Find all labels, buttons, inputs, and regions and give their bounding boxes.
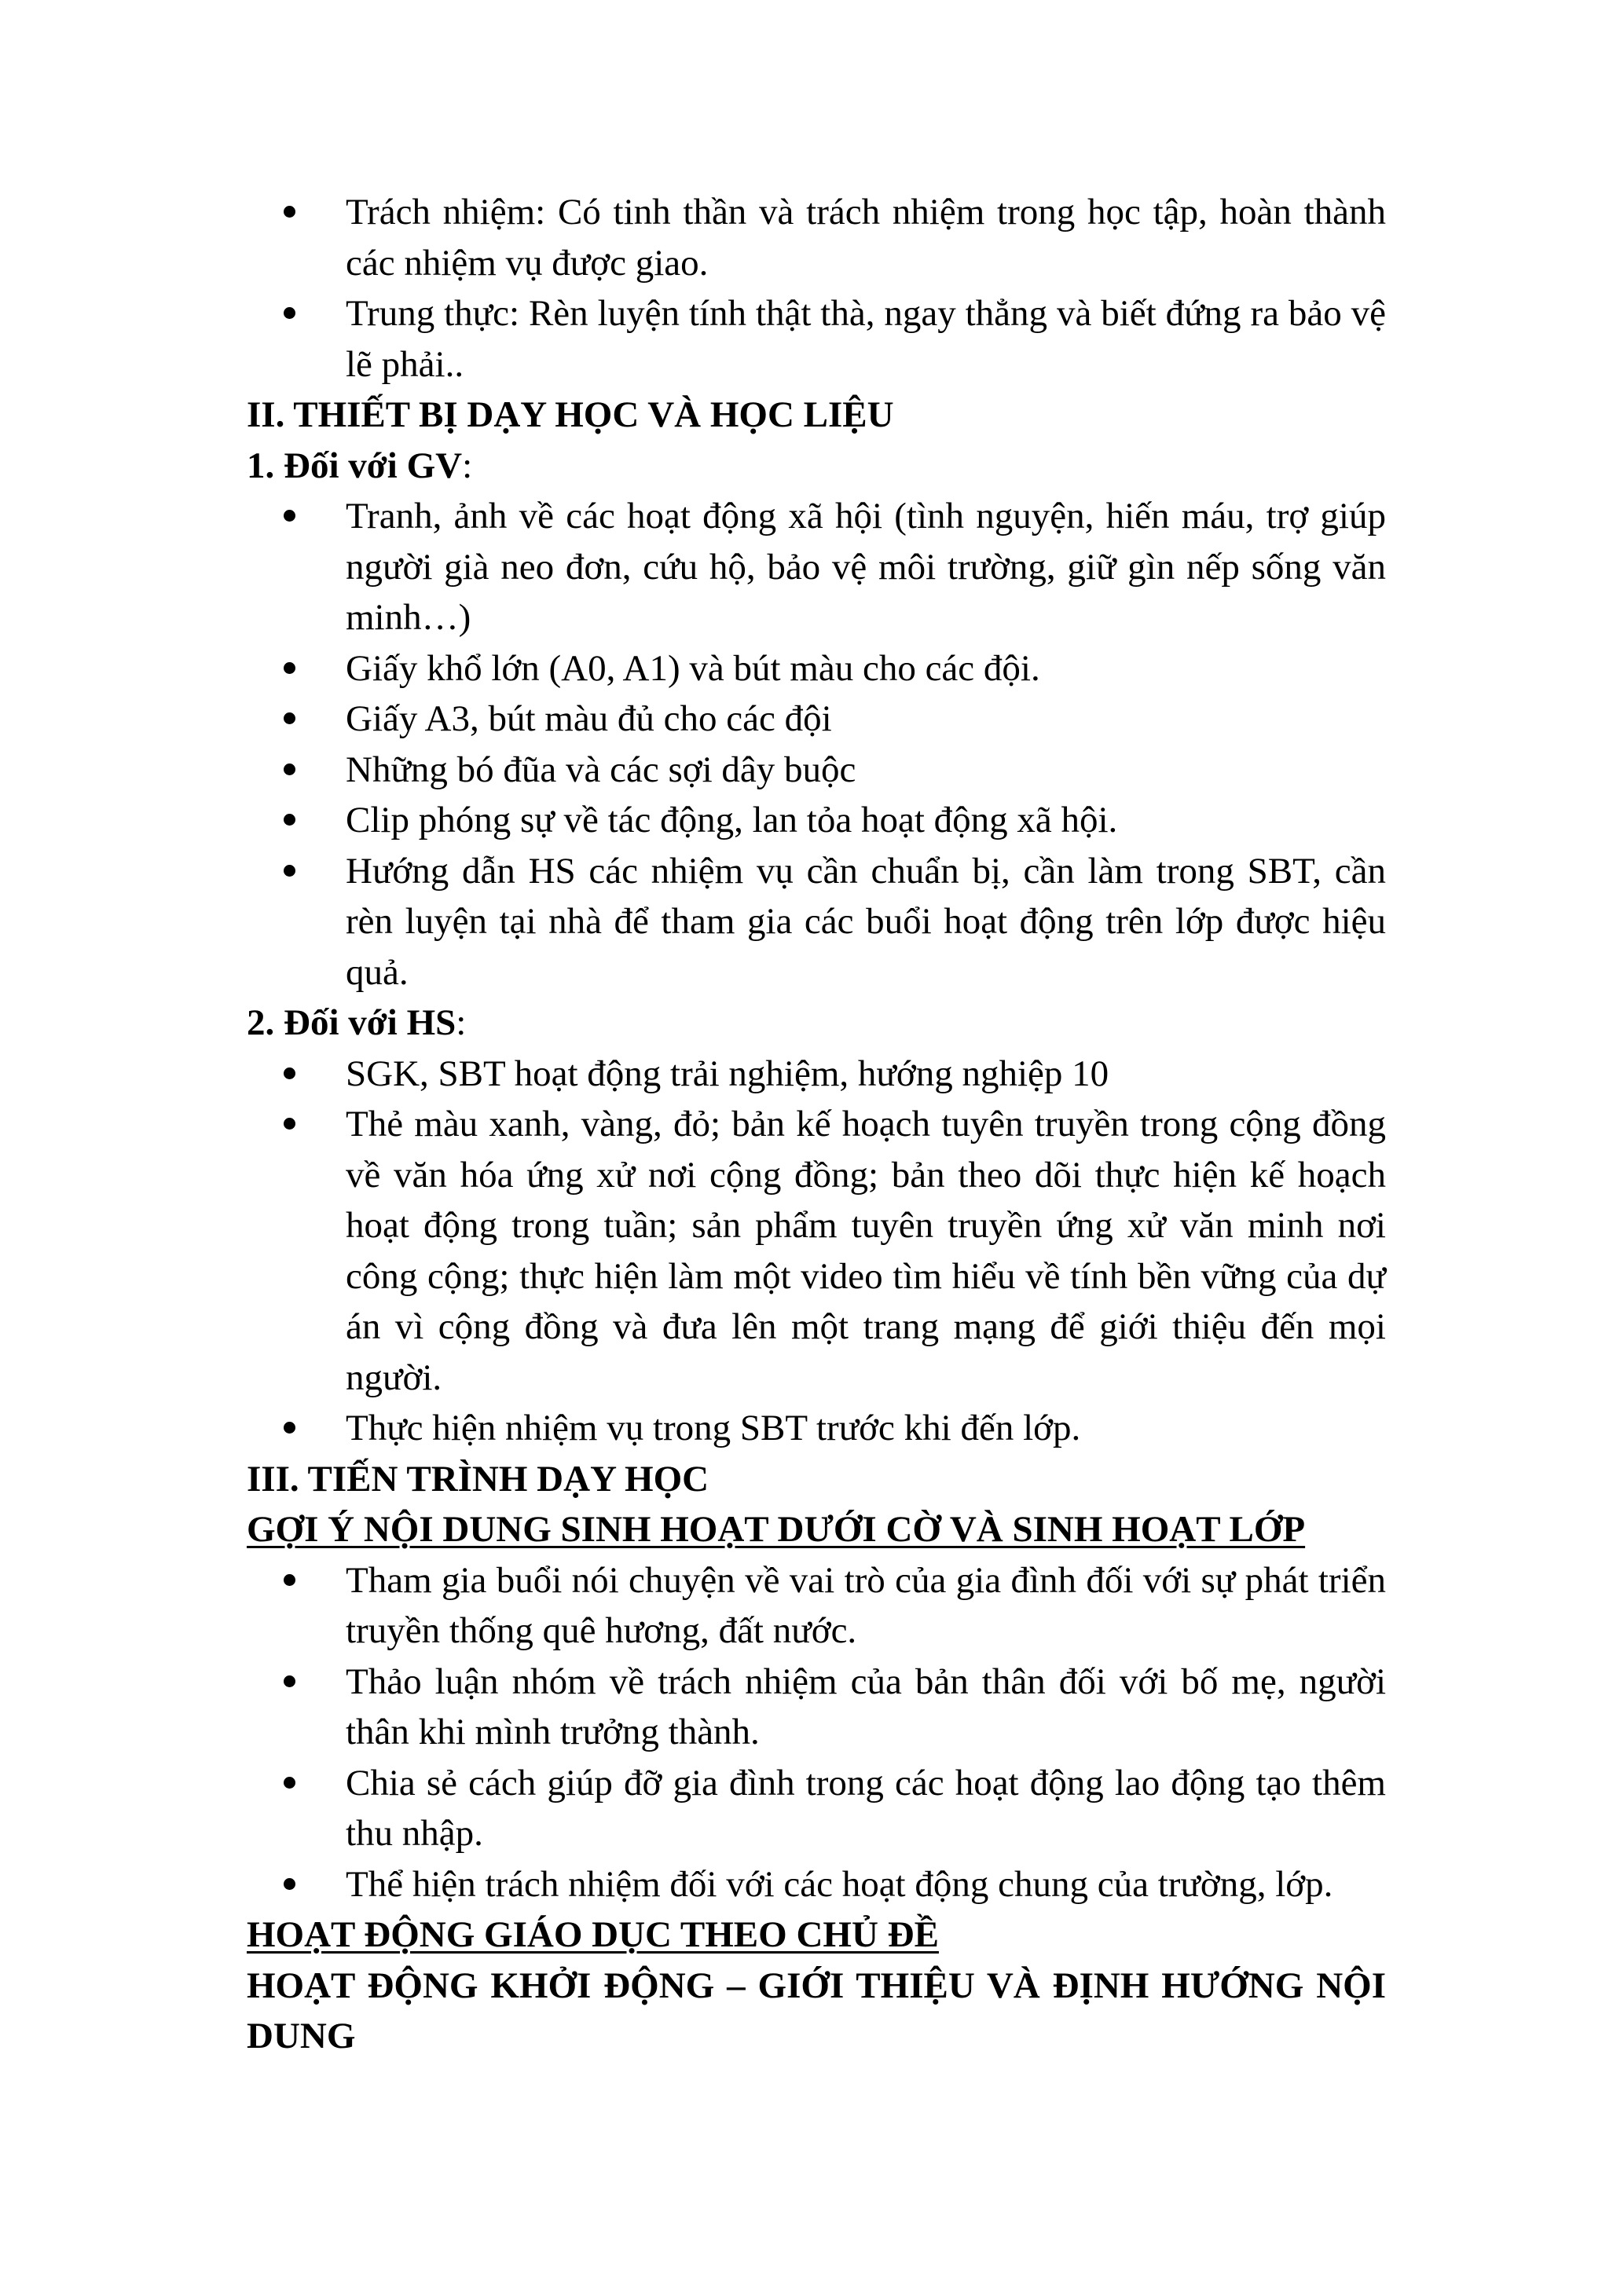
student-bullet-list bbox=[247, 1049, 1386, 1454]
bullet-icon bbox=[284, 814, 295, 826]
list-item: Tranh, ảnh về các hoạt động xã hội (tình nguyện, hiến máu, trợ giúp người già neo đơn, cứu hộ, bảo vệ môi trường, giữ gìn nếp sống văn minh…) bbox=[346, 491, 1386, 643]
teacher-bullet-list bbox=[247, 491, 1386, 998]
bullet-icon bbox=[284, 510, 295, 522]
bullet-icon bbox=[284, 1777, 295, 1789]
list-item: Trung thực: Rèn luyện tính thật thà, ngay thẳng và biết đứng ra bảo vệ lẽ phải.. bbox=[346, 288, 1386, 390]
list-item: Tham gia buổi nói chuyện về vai trò của gia đình đối với sự phát triển truyền thống quê hương, đất nước. bbox=[346, 1555, 1386, 1657]
document-page bbox=[247, 187, 1386, 2062]
list-item: Giấy khổ lớn (A0, A1) và bút màu cho các đội. bbox=[346, 643, 1386, 694]
list-item: Những bó đũa và các sợi dây buộc bbox=[346, 745, 1386, 796]
bullet-icon bbox=[284, 662, 295, 674]
bullet-icon bbox=[284, 206, 295, 218]
student-subheading: 2. Đối với HS: bbox=[247, 1002, 467, 1043]
list-item: SGK, SBT hoạt động trải nghiệm, hướng nghiệp 10 bbox=[346, 1049, 1386, 1100]
startup-activity-heading: HOẠT ĐỘNG KHỞI ĐỘNG – GIỚI THIỆU VÀ ĐỊNH HƯỚNG NỘI DUNG bbox=[247, 1965, 1386, 2056]
list-item: Thẻ màu xanh, vàng, đỏ; bản kế hoạch tuyên truyền trong cộng đồng về văn hóa ứng xử nơi cộng đồng; bản theo dõi thực hiện kế hoạch hoạt động trong tuần; sản phẩm tuyên truyền ứng xử văn minh nơi công cộng; thực hiện làm một video tìm hiểu về tính bền vững của dự án vì cộng đồng và đưa lên một trang mạng để giới thiệu đến mọi người. bbox=[346, 1099, 1386, 1403]
list-item: Thể hiện trách nhiệm đối với các hoạt động chung của trường, lớp. bbox=[346, 1859, 1386, 1910]
teacher-subheading: 1. Đối với GV: bbox=[247, 445, 473, 486]
list-item: Trách nhiệm: Có tinh thần và trách nhiệm trong học tập, hoàn thành các nhiệm vụ được giao. bbox=[346, 187, 1386, 288]
list-item: Thực hiện nhiệm vụ trong SBT trước khi đến lớp. bbox=[346, 1403, 1386, 1454]
intro-bullet-list bbox=[247, 187, 1386, 390]
suggestion-bullet-list bbox=[247, 1555, 1386, 1910]
suggestion-heading: GỢI Ý NỘI DUNG SINH HOẠT DƯỚI CỜ VÀ SINH HOẠT LỚP bbox=[247, 1509, 1306, 1550]
section-3-title: III. TIẾN TRÌNH DẠY HỌC bbox=[247, 1458, 709, 1500]
bullet-icon bbox=[284, 307, 295, 319]
topic-activity-heading: HOẠT ĐỘNG GIÁO DỤC THEO CHỦ ĐỀ bbox=[247, 1914, 939, 1955]
list-item: Thảo luận nhóm về trách nhiệm của bản thân đối với bố mẹ, người thân khi mình trưởng thành. bbox=[346, 1657, 1386, 1758]
bullet-icon bbox=[284, 1118, 295, 1130]
list-item: Hướng dẫn HS các nhiệm vụ cần chuẩn bị, cần làm trong SBT, cần rèn luyện tại nhà để tham gia các buổi hoạt động trên lớp được hiệu quả. bbox=[346, 846, 1386, 998]
list-item: Chia sẻ cách giúp đỡ gia đình trong các hoạt động lao động tạo thêm thu nhập. bbox=[346, 1758, 1386, 1859]
bullet-icon bbox=[284, 1422, 295, 1434]
bullet-icon bbox=[284, 865, 295, 877]
bullet-icon bbox=[284, 764, 295, 775]
bullet-icon bbox=[284, 1067, 295, 1079]
list-item: Giấy A3, bút màu đủ cho các đội bbox=[346, 694, 1386, 745]
list-item: Clip phóng sự về tác động, lan tỏa hoạt động xã hội. bbox=[346, 795, 1386, 846]
bullet-icon bbox=[284, 1878, 295, 1890]
section-2-title: II. THIẾT BỊ DẠY HỌC VÀ HỌC LIỆU bbox=[247, 394, 894, 435]
bullet-icon bbox=[284, 1574, 295, 1586]
bullet-icon bbox=[284, 1675, 295, 1687]
bullet-icon bbox=[284, 712, 295, 724]
